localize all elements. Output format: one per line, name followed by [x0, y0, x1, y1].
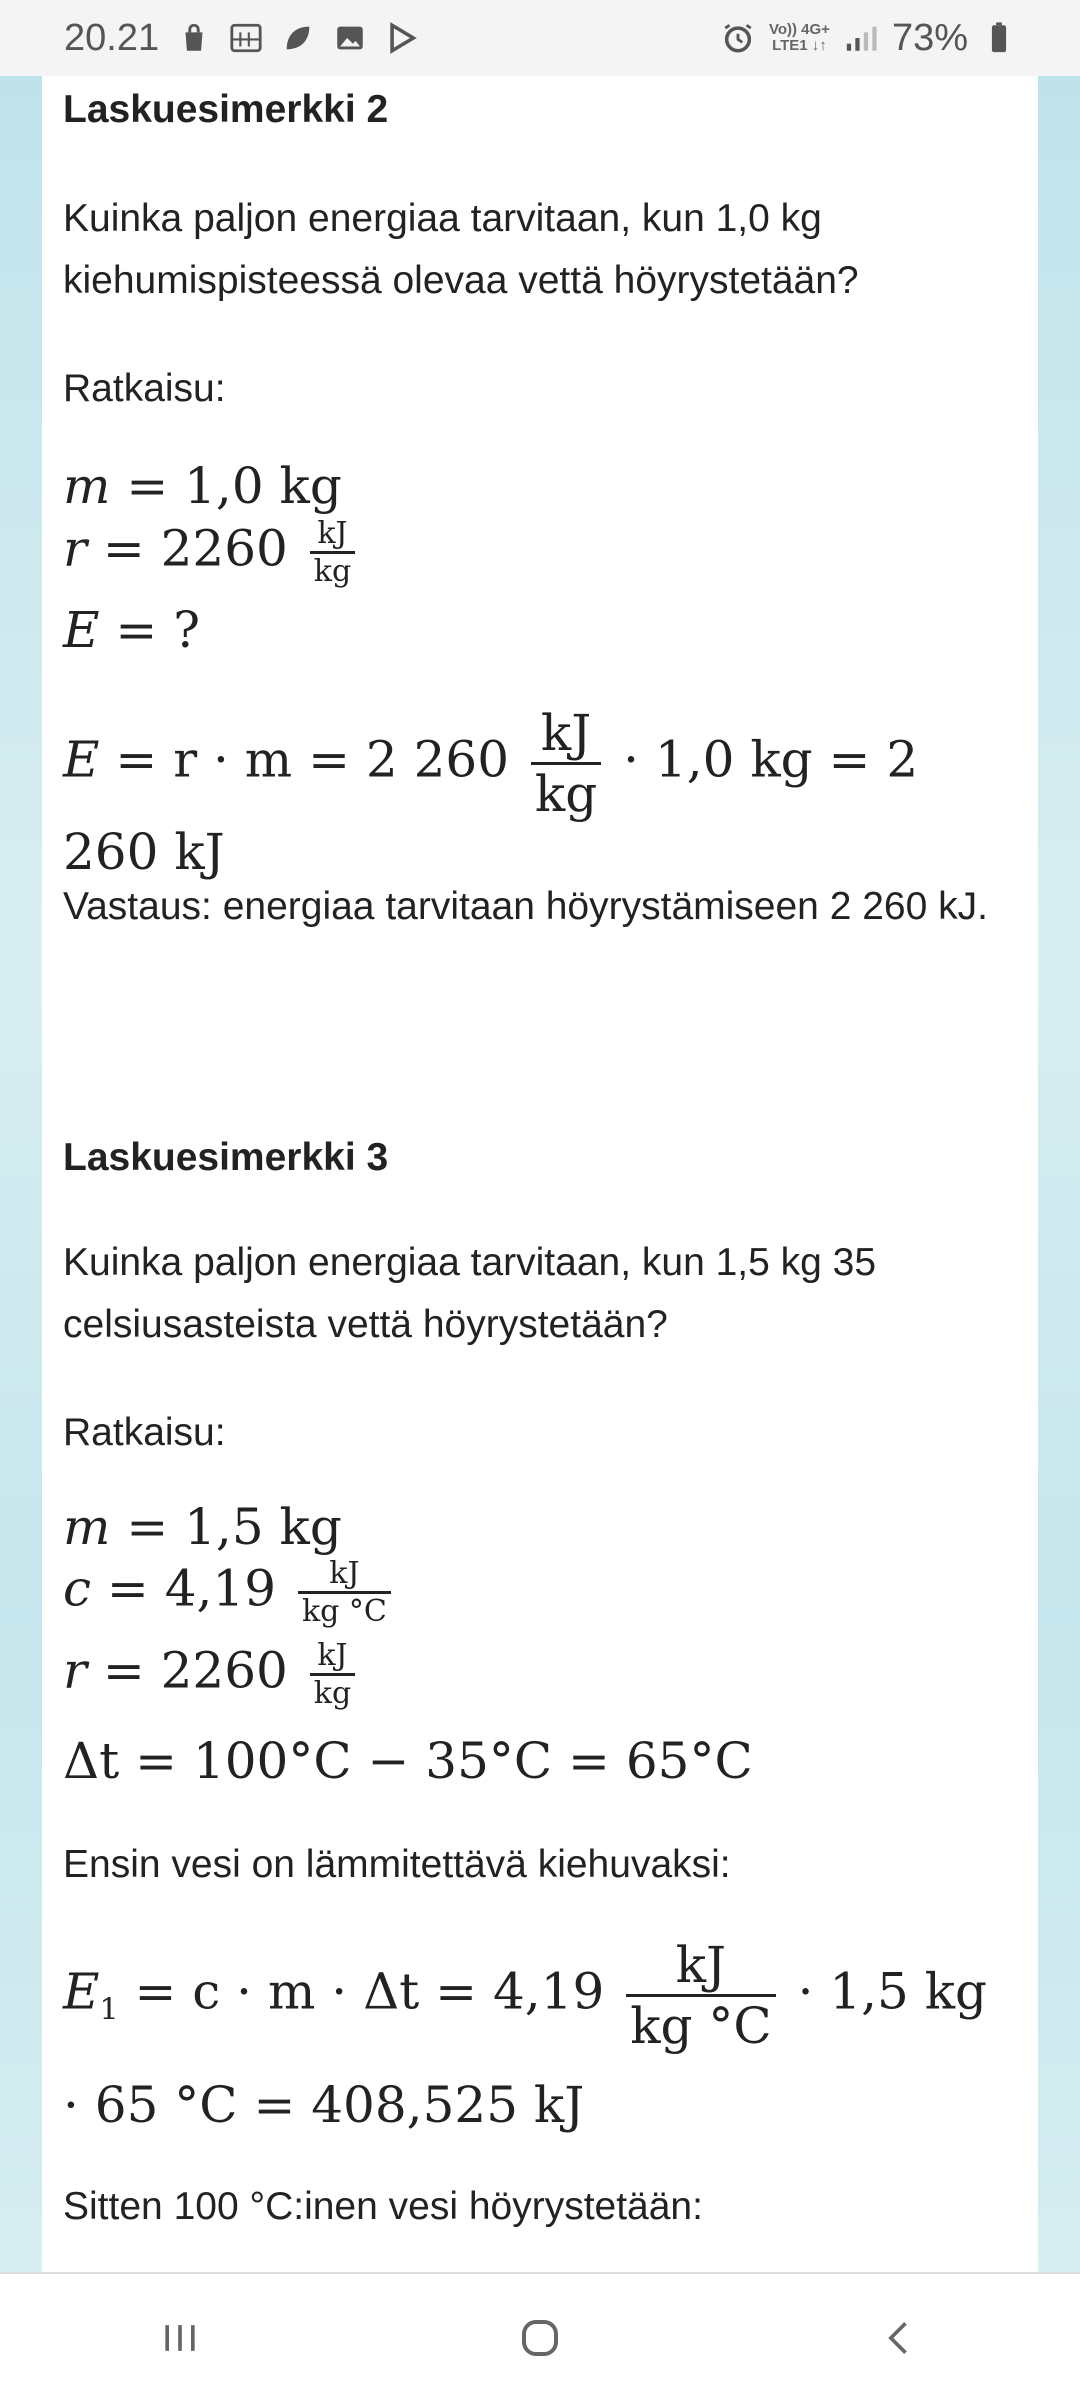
example2-heading: Laskuesimerkki 2: [63, 88, 389, 131]
example3-given-r: r = 2260 $\frac{kJ}{kg}$: [63, 1638, 1003, 1711]
background-left: [0, 76, 42, 2272]
example3-heading: Laskuesimerkki 3: [63, 1136, 389, 1179]
example3-delta-t: Δt = 100°C − 35°C = 65°C: [63, 1732, 753, 1790]
unit-fraction: $\frac{kJ}{kg ^\circ C}$: [298, 1556, 391, 1629]
gallery-icon: [333, 21, 367, 55]
background-right: [1038, 76, 1080, 2272]
example3-given-m: m = 1,5 kg: [63, 1498, 342, 1556]
battery-icon: [982, 21, 1016, 55]
battery-percent: 73%: [891, 16, 968, 59]
home-button[interactable]: [500, 2298, 580, 2378]
alarm-icon: [721, 21, 755, 55]
play-store-icon: [385, 21, 419, 55]
example2-solution-label: Ratkaisu:: [63, 367, 226, 410]
example2-answer: Vastaus: energiaa tarvitaan höyrystämiseen 2 260 kJ.: [63, 885, 988, 928]
calendar-app-icon: [229, 21, 263, 55]
unit-fraction: $\frac{kJ}{kg}$: [310, 1638, 355, 1711]
home-icon: [516, 2314, 564, 2362]
example3-e1-calculation: $E_1 = c \cdot m \cdot \Delta t = 4,19$ $\frac{kJ}{kg ^\circ C}$ · 1,5 kg: [63, 1936, 988, 2055]
example3-question: Kuinka paljon energiaa tarvitaan, kun 1,5 kg 35 celsiusasteista vettä höyrystetään?: [63, 1241, 877, 1346]
signal-icon: [844, 21, 878, 55]
recent-apps-button[interactable]: [140, 2298, 220, 2378]
example2-question: Kuinka paljon energiaa tarvitaan, kun 1,0 kg kiehumispisteessä olevaa vettä höyrystetään?: [63, 197, 859, 302]
clock: 20.21: [64, 16, 160, 59]
example2-given-m: m = 1,0 kg: [63, 457, 342, 515]
network-indicator: Vo)) 4G+ LTE1 ↓↑: [768, 21, 830, 54]
example2-calculation: E = r · m = 2 260 $\frac{kJ}{kg}$ · 1,0 kg = 2 260 kJ: [63, 704, 919, 881]
example2-given-r: r = 2260 $\frac{kJ}{kg}$: [63, 516, 1003, 589]
example3-solution-label: Ratkaisu:: [63, 1411, 226, 1454]
unit-fraction: $\frac{kJ}{kg}$: [531, 704, 601, 823]
content-card: [42, 76, 1038, 2272]
navigation-bar: [0, 2272, 1080, 2402]
shopping-bag-icon: [177, 21, 211, 55]
example3-step2-text: Sitten 100 °C:inen vesi höyrystetään:: [63, 2185, 703, 2228]
status-bar: [0, 0, 1080, 76]
back-icon: [878, 2316, 922, 2360]
example3-e1-result: · 65 °C = 408,525 kJ: [63, 2076, 585, 2134]
example3-step1-text: Ensin vesi on lämmitettävä kiehuvaksi:: [63, 1843, 731, 1886]
recent-apps-icon: [158, 2316, 202, 2360]
back-button[interactable]: [860, 2298, 940, 2378]
example3-given-c: c = 4,19 $\frac{kJ}{kg ^\circ C}$: [63, 1556, 1003, 1629]
unit-fraction: $\frac{kJ}{kg}$: [310, 516, 355, 589]
leaf-icon: [281, 21, 315, 55]
example2-given-e: E = ?: [63, 601, 201, 659]
unit-fraction: $\frac{kJ}{kg ^\circ C}$: [626, 1936, 775, 2055]
